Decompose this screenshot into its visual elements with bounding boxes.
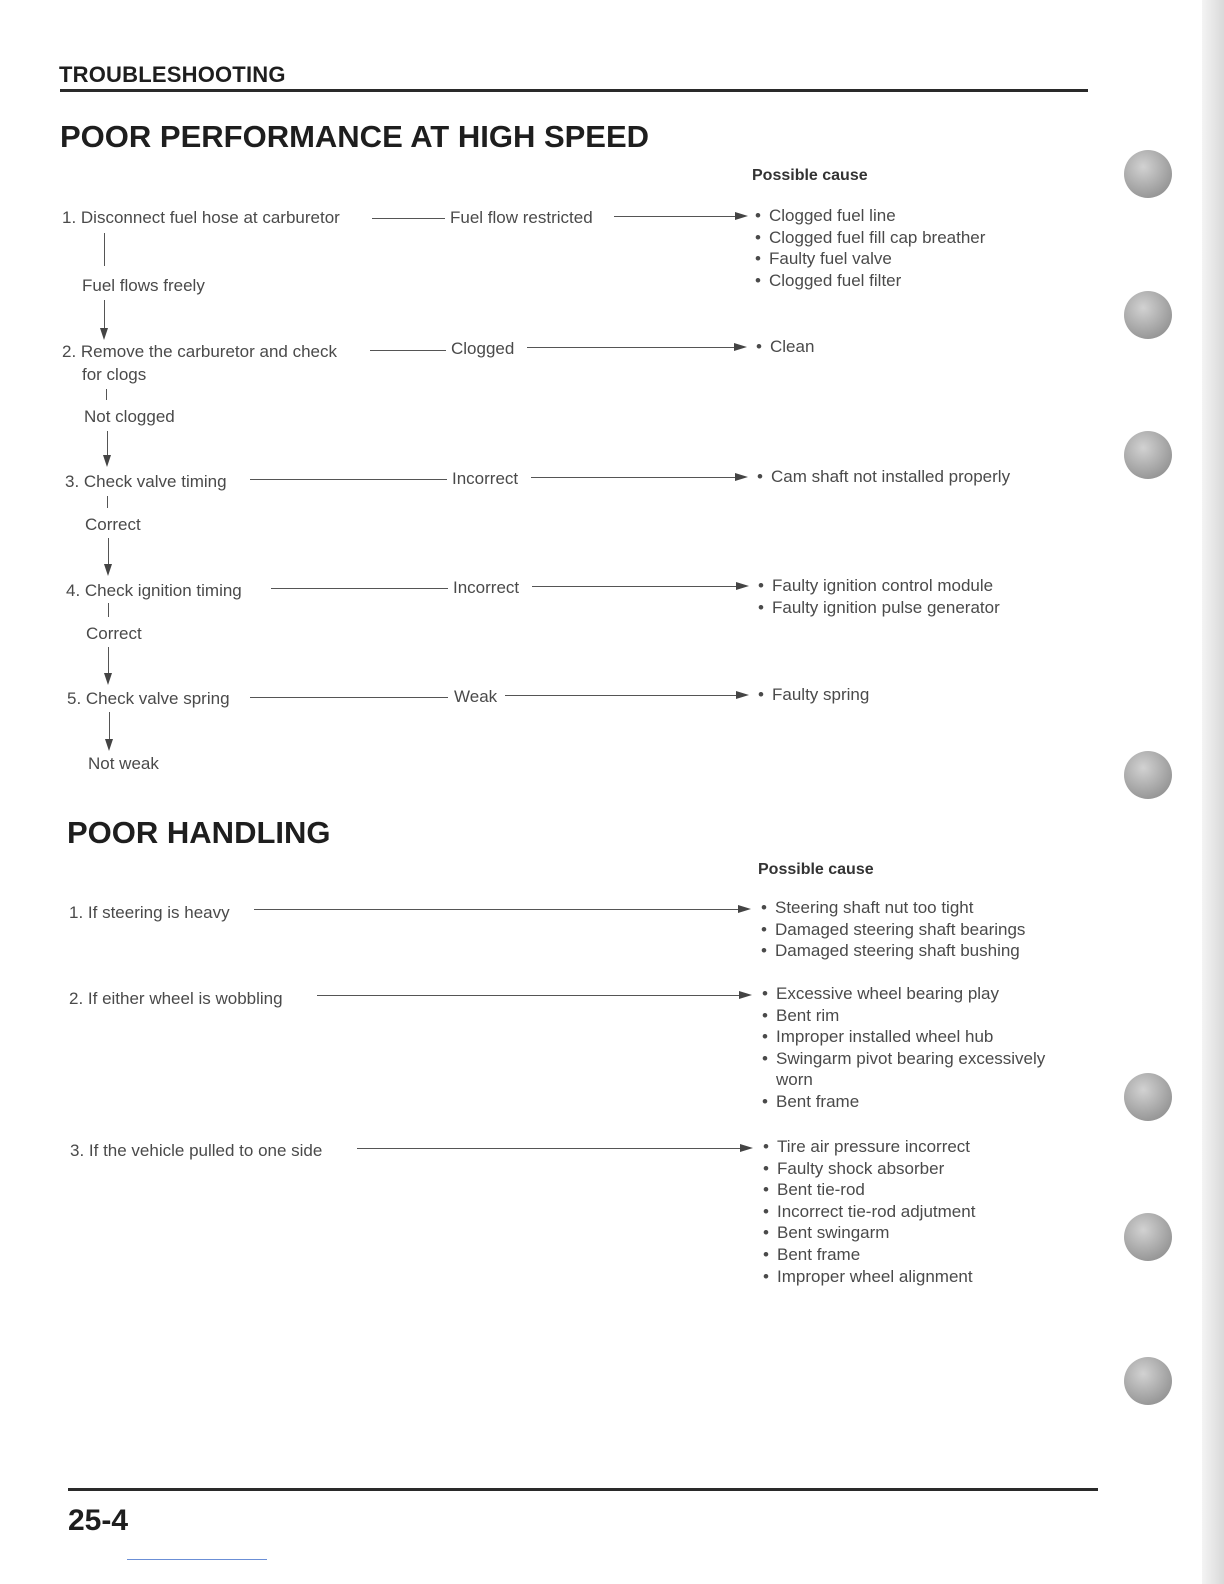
flow-line [104, 300, 105, 328]
cause-item: • Bent frame [762, 1091, 1045, 1113]
connector-line [370, 350, 446, 351]
perf-step-5-result: Weak [454, 687, 498, 706]
cause-item: • Faulty spring [758, 684, 869, 706]
section-label: TROUBLESHOOTING [59, 62, 286, 87]
flow-line [109, 712, 110, 739]
cause-item: • Bent swingarm [763, 1222, 975, 1244]
cause-item: • Clogged fuel fill cap breather [755, 227, 985, 249]
arrow-right-icon [735, 212, 748, 220]
perf-step-3-causes [757, 466, 1010, 488]
connector-line [254, 909, 740, 910]
cause-item: • Bent tie-rod [763, 1179, 975, 1201]
cause-item: • Faulty ignition pulse generator [758, 597, 1000, 619]
arrow-right-icon [739, 991, 752, 999]
perf-step-1-ok: Fuel flows freely [82, 276, 205, 295]
handling-item-1: 1. If steering is heavy [69, 903, 230, 922]
cause-item: • Faulty fuel valve [755, 248, 985, 270]
arrow-down-icon [104, 673, 112, 685]
arrow-down-icon [100, 328, 108, 340]
perf-step-4: 4. Check ignition timing [66, 581, 242, 600]
cause-item: • Tire air pressure incorrect [763, 1136, 975, 1158]
flow-line [106, 389, 107, 400]
perf-step-2-causes [756, 336, 814, 358]
connector-line [372, 218, 445, 219]
arrow-down-icon [103, 455, 111, 467]
arrow-right-icon [736, 582, 749, 590]
connector-line [317, 995, 741, 996]
connector-line [250, 479, 447, 480]
flow-line [108, 647, 109, 673]
cause-continuation: worn [776, 1070, 813, 1090]
perf-title: POOR PERFORMANCE AT HIGH SPEED [60, 119, 650, 154]
index-tab [1124, 431, 1172, 479]
arrow-right-icon [740, 1144, 753, 1152]
perf-step-2: 2. Remove the carburetor and check [62, 342, 337, 361]
page-edge [1202, 0, 1224, 1584]
handling-item-2-causes [762, 983, 1045, 1113]
perf-possible-cause-heading: Possible cause [752, 167, 868, 184]
perf-step-2-result: Clogged [451, 339, 515, 358]
perf-step-2-cont: for clogs [82, 365, 147, 384]
handling-item-2: 2. If either wheel is wobbling [69, 989, 283, 1008]
flow-line [108, 538, 109, 564]
index-tab [1124, 1357, 1172, 1405]
perf-step-1-causes [755, 205, 985, 291]
perf-step-5-ok: Not weak [88, 754, 159, 773]
footer-rule [68, 1488, 1098, 1491]
flow-line [108, 603, 109, 617]
flow-line [104, 233, 105, 266]
cause-item: • Damaged steering shaft bearings [761, 919, 1025, 941]
index-tab [1124, 1073, 1172, 1121]
cause-item: • Excessive wheel bearing play [762, 983, 1045, 1005]
cause-item: • Improper wheel alignment [763, 1266, 975, 1288]
cause-item: • Steering shaft nut too tight [761, 897, 1025, 919]
cause-item: • Cam shaft not installed properly [757, 466, 1010, 488]
cause-item: • Incorrect tie-rod adjutment [763, 1201, 975, 1223]
page-number: 25-4 [68, 1504, 129, 1537]
header-rule [60, 89, 1088, 92]
flow-line [107, 496, 108, 508]
perf-step-4-causes [758, 575, 1000, 618]
arrow-down-icon [105, 739, 113, 751]
arrow-right-icon [736, 691, 749, 699]
arrow-down-icon [104, 564, 112, 576]
cause-item: • Faulty ignition control module [758, 575, 1000, 597]
index-tab [1124, 751, 1172, 799]
footer-link-underline [127, 1559, 267, 1560]
handling-item-3-causes [763, 1136, 975, 1287]
perf-step-5: 5. Check valve spring [67, 689, 230, 708]
perf-step-3: 3. Check valve timing [65, 472, 227, 491]
connector-line [527, 347, 737, 348]
handling-possible-cause-heading: Possible cause [758, 861, 874, 878]
perf-step-3-result: Incorrect [452, 469, 519, 488]
cause-item: • Faulty shock absorber [763, 1158, 975, 1180]
cause-item: • Improper installed wheel hub [762, 1026, 1045, 1048]
connector-line [271, 588, 448, 589]
perf-step-5-causes [758, 684, 869, 706]
index-tab [1124, 150, 1172, 198]
cause-item: • Clogged fuel line [755, 205, 985, 227]
handling-title: POOR HANDLING [67, 815, 331, 850]
index-tab [1124, 291, 1172, 339]
arrow-right-icon [734, 343, 747, 351]
connector-line [357, 1148, 742, 1149]
handling-item-1-causes [761, 897, 1025, 962]
perf-step-1-result: Fuel flow restricted [450, 208, 593, 227]
connector-line [250, 697, 448, 698]
cause-item: • Clogged fuel filter [755, 270, 985, 292]
perf-step-2-ok: Not clogged [84, 407, 175, 426]
cause-item: • Bent rim [762, 1005, 1045, 1027]
cause-item: • Damaged steering shaft bushing [761, 940, 1025, 962]
connector-line [532, 586, 738, 587]
connector-line [505, 695, 739, 696]
perf-step-3-ok: Correct [85, 515, 141, 534]
connector-line [614, 216, 738, 217]
connector-line [531, 477, 737, 478]
arrow-right-icon [735, 473, 748, 481]
cause-item: • Bent frame [763, 1244, 975, 1266]
cause-item: • Swingarm pivot bearing excessively [762, 1048, 1045, 1070]
perf-step-1: 1. Disconnect fuel hose at carburetor [62, 208, 340, 227]
perf-step-4-ok: Correct [86, 624, 142, 643]
arrow-right-icon [738, 905, 751, 913]
perf-step-4-result: Incorrect [453, 578, 520, 597]
cause-item: • Clean [756, 336, 814, 358]
index-tab [1124, 1213, 1172, 1261]
handling-item-3: 3. If the vehicle pulled to one side [70, 1141, 323, 1160]
flow-line [107, 431, 108, 455]
